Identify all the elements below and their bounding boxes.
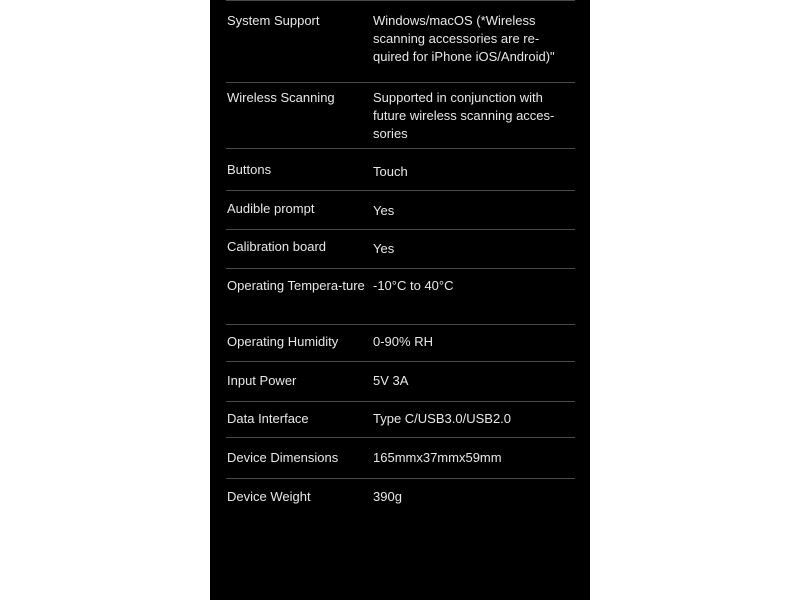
spec-value: Yes [373,241,395,256]
spec-label: Operating Humidity [227,334,339,349]
spec-label: Audible prompt [227,201,315,216]
spec-value: 390g [373,489,402,504]
spec-row-operating-humidity [226,325,575,362]
spec-value: Type C/USB3.0/USB2.0 [373,411,512,426]
spec-label: Calibration board [227,239,327,254]
spec-label: Input Power [227,373,297,388]
spec-row-wireless-scanning [226,83,575,149]
spec-label: Buttons [227,162,272,177]
spec-value: Supported in conjunction with future wireless scanning acces-sories [373,90,555,141]
spec-value: Touch [373,164,408,179]
spec-row-input-power [226,362,575,402]
spec-table [226,0,575,519]
spec-row-data-interface [226,402,575,438]
spec-row-audible-prompt [226,191,575,230]
spec-value: 5V 3A [373,373,409,388]
spec-value: 165mmx37mmx59mm [373,450,502,465]
spec-row-device-dimensions [226,438,575,479]
spec-label: Wireless Scanning [227,90,335,105]
spec-row-calibration-board [226,230,575,269]
spec-value: Yes [373,203,395,218]
spec-row-system-support [226,0,575,83]
spec-row-device-weight [226,479,575,519]
spec-label: Data Interface [227,411,309,426]
spec-label: Device Weight [227,489,311,504]
spec-row-operating-temperature [226,269,575,325]
spec-row-buttons [226,149,575,191]
spec-label: Device Dimensions [227,450,339,465]
spec-panel [210,0,590,600]
spec-label: Operating Tempera-ture [227,278,365,293]
spec-value: Windows/macOS (*Wireless scanning accessories are re-quired for iPhone iOS/Android)" [373,13,555,64]
spec-value: 0-90% RH [373,334,433,349]
spec-value: -10°C to 40°C [373,278,454,293]
spec-label: System Support [227,13,320,28]
